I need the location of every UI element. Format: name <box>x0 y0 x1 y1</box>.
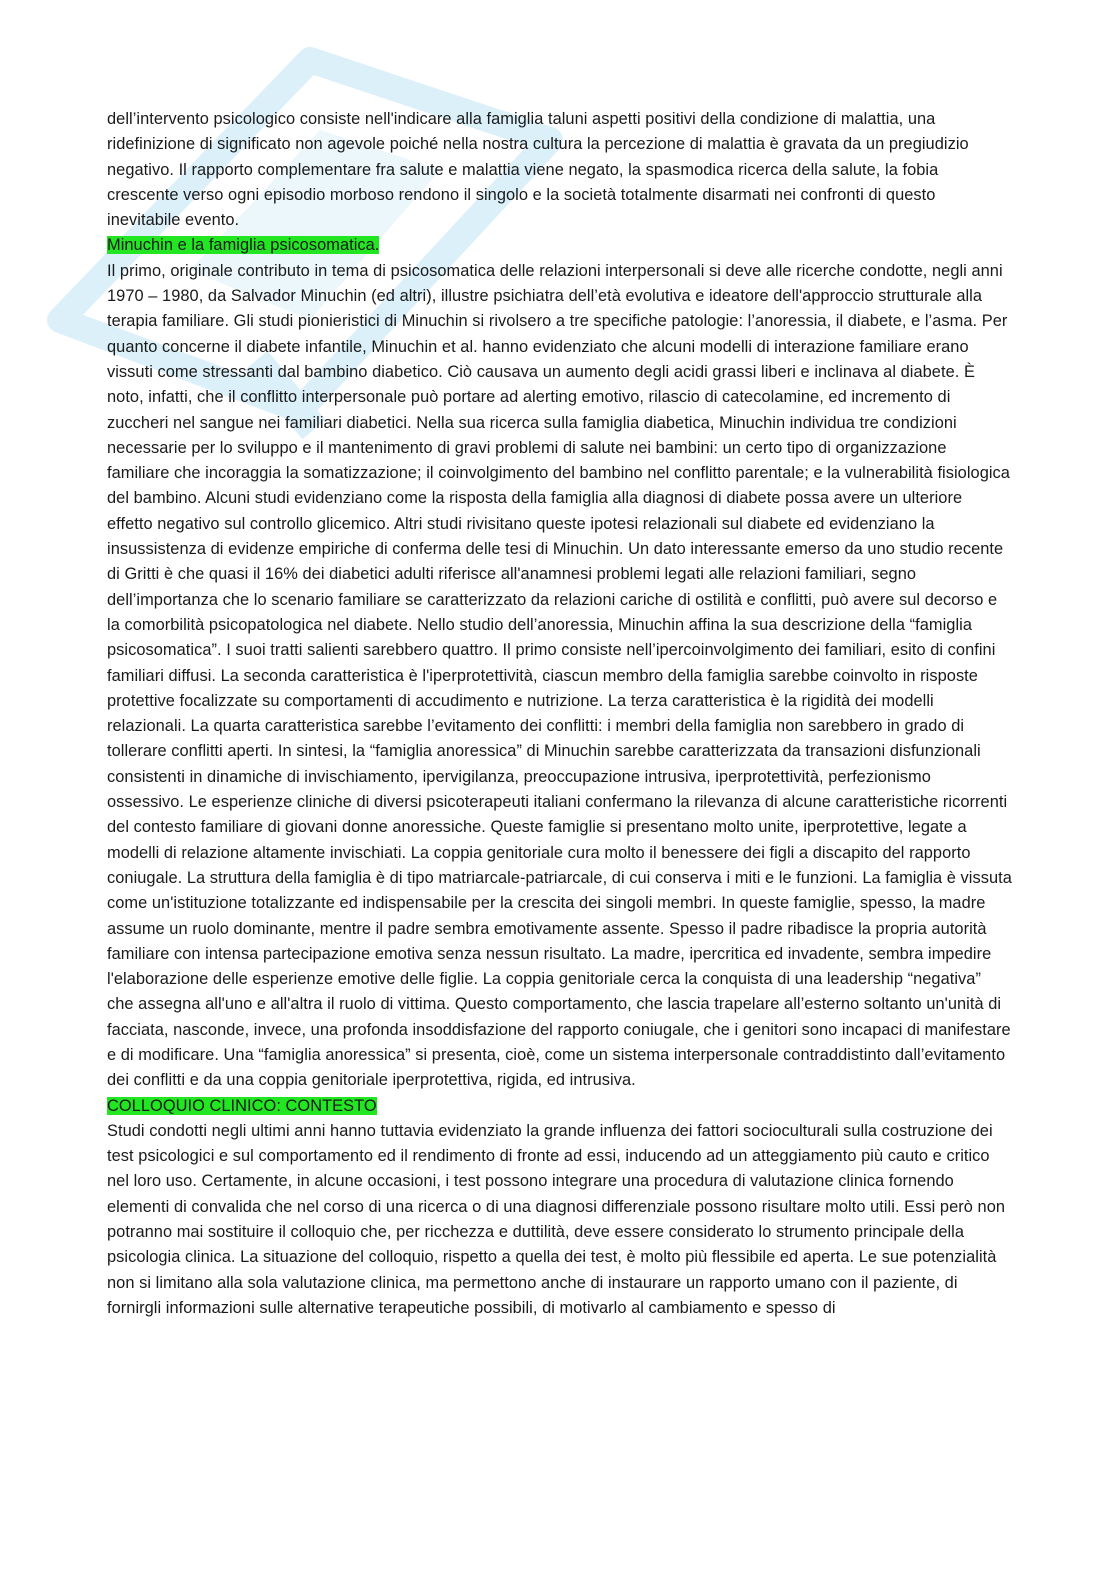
paragraph-colloquio: Studi condotti negli ultimi anni hanno tuttavia evidenziato la grande influenza dei fattori socioculturali sulla costruzione dei test psicologici e sul comportamento ed il rendimento di fronte ad essi, inducendo ad un atteggiamento più cauto e critico nel loro uso. Certamente, in alcune occasioni, i test possono integrare una procedura di valutazione clinica fornendo elementi di convalida che nel corso di una ricerca o di una diagnosi differenziale possono risultare molto utili. Essi però non potranno mai sostituire il colloquio che, per ricchezza e duttilità, deve essere considerato lo strumento principale della psicologia clinica. La situazione del colloquio, rispetto a quella dei test, è molto più flessibile ed aperta. Le sue potenzialità non si limitano alla sola valutazione clinica, ma permettono anche di instaurare un rapporto umano con il paziente, di fornirgli informazioni sulle alternative terapeutiche possibili, di motivarlo al cambiamento e spesso di <box>107 1121 1006 1317</box>
highlighted-heading-text: COLLOQUIO CLINICO: CONTESTO <box>107 1096 377 1115</box>
paragraph-minuchin: Il primo, originale contributo in tema di psicosomatica delle relazioni interpersonali si deve alle ricerche condotte, negli anni 1970 – 1980, da Salvador Minuchin (ed altri), illustre psichiatra dell’età evolutiva e ideatore dell'approccio strutturale alla terapia familiare. Gli studi pionieristici di Minuchin si rivolsero a tre specifiche patologie: l’anoressia, il diabete, e l’asma. Per quanto concerne il diabete infantile, Minuchin et al. hanno evidenziato che alcuni modelli di interazione familiare erano vissuti come stressanti dal bambino diabetico. Ciò causava un aumento degli acidi grassi liberi e inclinava al diabete. È noto, infatti, che il conflitto interpersonale può portare ad alerting emotivo, rilascio di catecolamine, ed incremento di zuccheri nel sangue nei familiari diabetici. Nella sua ricerca sulla famiglia diabetica, Minuchin individua tre condizioni necessarie per lo sviluppo e il mantenimento di gravi problemi di salute nei bambini: un certo tipo di organizzazione familiare che incoraggia la somatizzazione; il coinvolgimento del bambino nel conflitto parentale; e la vulnerabilità fisiologica del bambino. Alcuni studi evidenziano come la risposta della famiglia alla diagnosi di diabete possa avere un ulteriore effetto negativo sul controllo glicemico. Altri studi rivisitano queste ipotesi relazionali sul diabete ed evidenziano la insussistenza di evidenze empiriche di conferma delle tesi di Minuchin. Un dato interessante emerso da uno studio recente di Gritti è che quasi il 16% dei diabetici adulti riferisce all'anamnesi problemi legati alle relazioni familiari, segno dell’importanza che lo scenario familiare se caratterizzato da relazioni cariche di ostilità e conflitti, può avere sul decorso e la comorbilità psicopatologica nel diabete. Nello studio dell’anoressia, Minuchin affina la sua descrizione della “famiglia psicosomatica”. I suoi tratti salienti sarebbero quattro. Il primo consiste nell’ipercoinvolgimento dei familiari, esito di confini familiari diffusi. La seconda caratteristica è l'iperprotettività, ciascun membro della famiglia sarebbe coinvolto in risposte protettive focalizzate su comportamenti di accudimento e nutrizione. La terza caratteristica è la rigidità dei modelli relazionali. La quarta caratteristica sarebbe l’evitamento dei conflitti: i membri della famiglia non sarebbero in grado di tollerare conflitti aperti. In sintesi, la “famiglia anoressica” di Minuchin sarebbe caratterizzata da transazioni disfunzionali consistenti in dinamiche di invischiamento, ipervigilanza, preoccupazione intrusiva, iperprotettività, perfezionismo ossessivo. Le esperienze cliniche di diversi psicoterapeuti italiani confermano la rilevanza di alcune caratteristiche ricorrenti del contesto familiare di giovani donne anoressiche. Queste famiglie si presentano molto unite, iperprotettive, legate a modelli di relazione altamente invischiati. La coppia genitoriale cura molto il benessere dei figli a discapito del rapporto coniugale. La struttura della famiglia è di tipo matriarcale-patriarcale, di cui conserva i miti e le funzioni. La famiglia è vissuta come un'istituzione totalizzante ed indispensabile per la crescita dei singoli membri. In queste famiglie, spesso, la madre assume un ruolo dominante, mentre il padre sembra emotivamente assente. Spesso il padre ribadisce la propria autorità familiare con intensa partecipazione emotiva senza nessun risultato. La madre, ipercritica ed invadente, sembra impedire l'elaborazione delle esperienze emotive delle figlie. La coppia genitoriale cerca la conquista di una leadership “negativa” che assegna all'uno e all'altra il ruolo di vittima. Questo comportamento, che lascia trapelare all’esterno soltanto un'unità di facciata, nasconde, invece, una profonda insoddisfazione del rapporto coniugale, che i genitori sono incapaci di manifestare e di modificare. Una “famiglia anoressica” si presenta, cioè, come un sistema interpersonale contraddistinto dall’evitamento dei conflitti e da una coppia genitoriale iperprotettiva, rigida, ed intrusiva. <box>107 261 1012 1090</box>
section-heading-colloquio <box>107 1094 1012 1119</box>
paragraph-intervento: dell’intervento psicologico consiste nell'indicare alla famiglia taluni aspetti positivi della condizione di malattia, una ridefinizione di significato non agevole poiché nella nostra cultura la percezione di malattia è gravata da un pregiudizio negativo. Il rapporto complementare fra salute e malattia viene negato, la spasmodica ricerca della salute, la fobia crescente verso ogni episodio morboso rendono il singolo e la società totalmente disarmati nei confronti di questo inevitabile evento. <box>107 110 969 230</box>
document-body <box>107 107 1012 1321</box>
section-heading-minuchin <box>107 233 1012 258</box>
highlighted-heading-text: Minuchin e la famiglia psicosomatica. <box>107 236 380 255</box>
